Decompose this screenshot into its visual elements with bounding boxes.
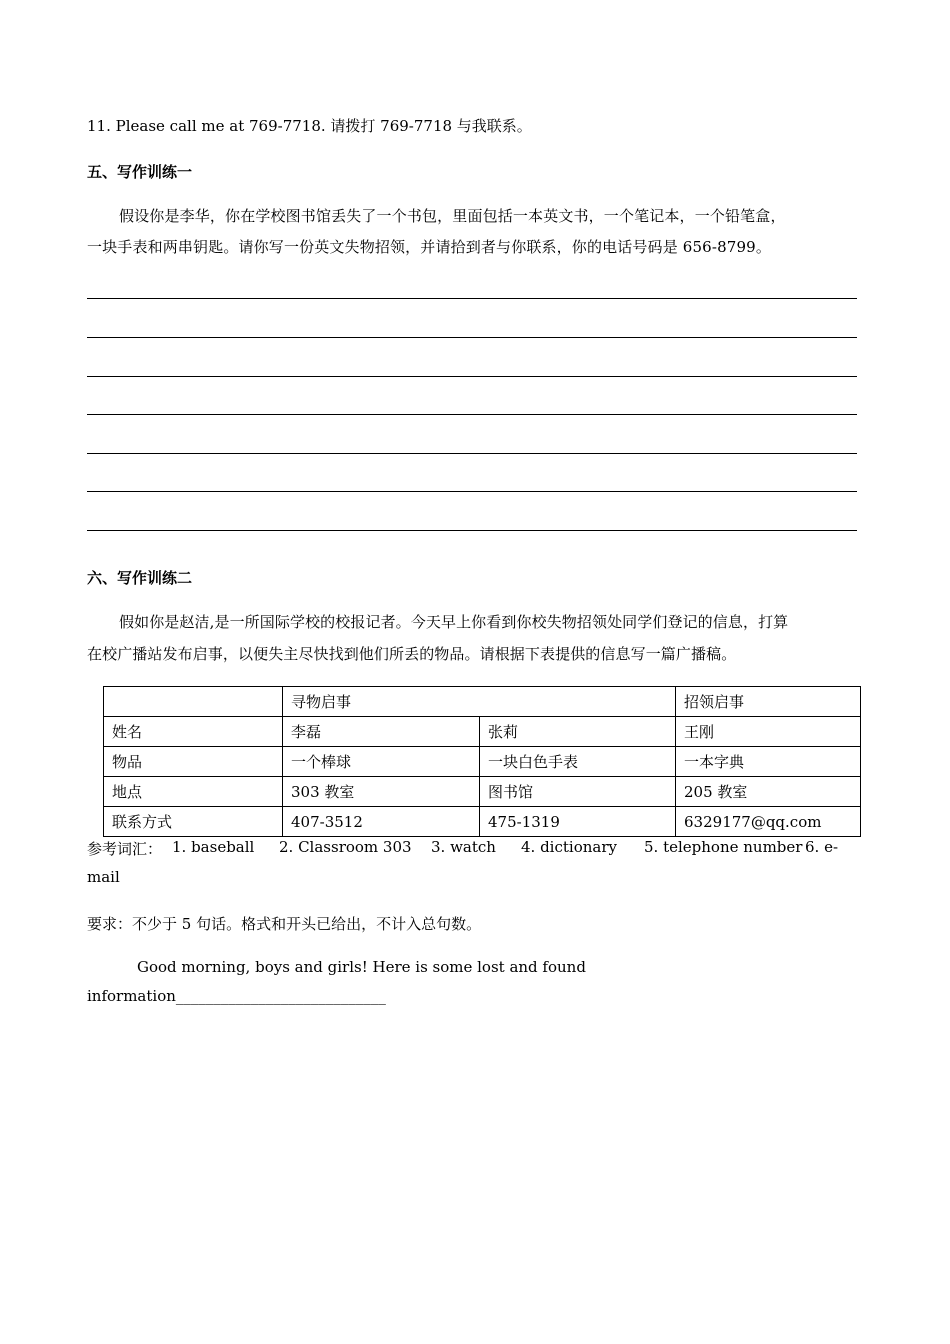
keyword-item: 4. dictionary	[521, 838, 617, 856]
answer-line	[87, 298, 857, 299]
lost-found-table	[103, 686, 861, 837]
answer-line	[87, 453, 857, 454]
section-5-title: 五、写作训练一	[87, 163, 193, 181]
answer-line	[87, 491, 857, 492]
table-cell: 李磊	[283, 717, 480, 747]
answer-line	[87, 337, 857, 338]
item-11-sentence: 11. Please call me at 769-7718. 请拨打 769-7718 与我联系。	[87, 117, 532, 135]
answer-line	[87, 414, 857, 415]
table-cell: 地点	[104, 777, 283, 807]
section-5-prompt-line-2: 一块手表和两串钥匙。请你写一份英文失物招领，并请拾到者与你联系，你的电话号码是 656-8799。	[87, 238, 771, 256]
opening-line-1: Good morning, boys and girls! Here is some lost and found	[137, 958, 586, 976]
opening-line-2: information____________________________	[87, 987, 386, 1005]
table-cell: 姓名	[104, 717, 283, 747]
table-cell: 6329177@qq.com	[676, 807, 861, 837]
table-row	[104, 717, 861, 747]
table-cell: 303 教室	[283, 777, 480, 807]
table-cell: 寻物启事	[283, 687, 676, 717]
keyword-item: 3. watch	[431, 838, 496, 856]
keyword-item: 5. telephone number	[644, 838, 803, 856]
table-row	[104, 747, 861, 777]
table-cell: 一本字典	[676, 747, 861, 777]
section-6-title: 六、写作训练二	[87, 569, 193, 587]
table-cell	[104, 687, 283, 717]
keyword-wrap: mail	[87, 868, 120, 886]
keyword-item: 1. baseball	[172, 838, 255, 856]
answer-line	[87, 530, 857, 531]
requirement-text: 要求：不少于 5 句话。格式和开头已给出，不计入总句数。	[87, 915, 482, 933]
table-cell: 王刚	[676, 717, 861, 747]
keyword-item: 6. e-	[805, 838, 839, 856]
table-row	[104, 807, 861, 837]
table-cell: 图书馆	[480, 777, 676, 807]
table-cell: 475-1319	[480, 807, 676, 837]
keyword-item: 2. Classroom 303	[279, 838, 412, 856]
table-header-row	[104, 687, 861, 717]
section-6-prompt-line-2: 在校广播站发布启事，以便失主尽快找到他们所丢的物品。请根据下表提供的信息写一篇广播稿。	[87, 645, 737, 663]
section-6-prompt-line-1: 假如你是赵洁,是一所国际学校的校报记者。今天早上你看到你校失物招领处同学们登记的信息，打算	[119, 613, 789, 631]
table-cell: 招领启事	[676, 687, 861, 717]
keywords-label: 参考词汇：	[87, 840, 163, 858]
table-cell: 张莉	[480, 717, 676, 747]
section-5-prompt-line-1: 假设你是李华，你在学校图书馆丢失了一个书包，里面包括一本英文书，一个笔记本，一个铅笔盒，	[119, 207, 786, 225]
table-cell: 一块白色手表	[480, 747, 676, 777]
table-cell: 407-3512	[283, 807, 480, 837]
answer-line	[87, 376, 857, 377]
table-row	[104, 777, 861, 807]
table-cell: 物品	[104, 747, 283, 777]
table-cell: 联系方式	[104, 807, 283, 837]
table-cell: 205 教室	[676, 777, 861, 807]
table-cell: 一个棒球	[283, 747, 480, 777]
